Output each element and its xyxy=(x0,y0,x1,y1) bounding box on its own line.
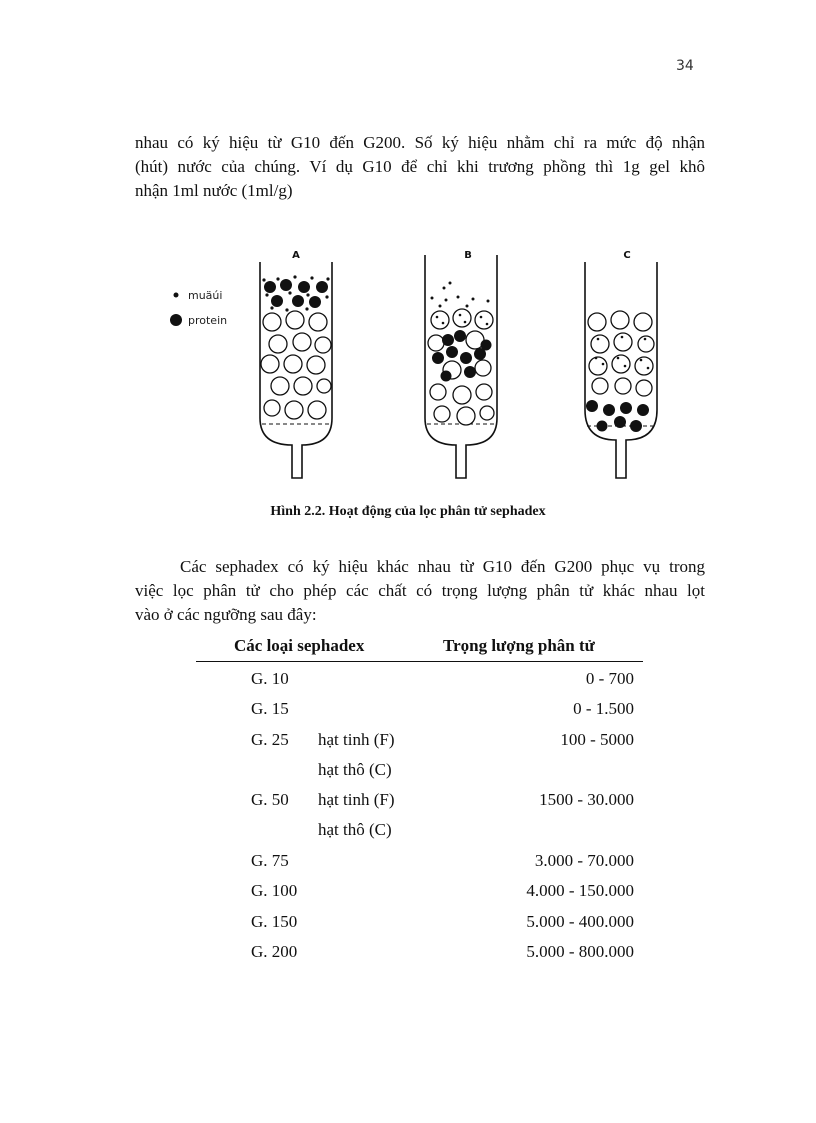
text-line: (hút) nước của chúng. Ví dụ G10 để chỉ khi trương phồng thì 1g gel khô xyxy=(135,157,705,176)
page-number: 34 xyxy=(676,58,694,74)
grade-cell: G. 150 xyxy=(251,912,298,931)
panel-label-b: B xyxy=(464,250,472,261)
range-cell: 3.000 - 70.000 xyxy=(534,851,634,870)
range-cell: 4.000 - 150.000 xyxy=(526,881,634,900)
grade-cell: G. 50 xyxy=(251,790,289,809)
grade-cell: G. 15 xyxy=(251,699,289,718)
variant-cell: hạt thô (C) xyxy=(318,760,392,779)
sephadex-figure xyxy=(160,240,680,490)
text-line: Các sephadex có ký hiệu khác nhau từ G10 đến G200 phục vụ trong xyxy=(180,557,705,576)
table-header-rule xyxy=(196,661,643,662)
column-c-protein xyxy=(586,400,649,432)
column-c-gel-beads xyxy=(588,311,654,396)
range-cell: 100 - 5000 xyxy=(560,730,634,749)
figure-caption: Hình 2.2. Hoạt động của lọc phân tử sephadex xyxy=(270,504,546,519)
column-b-gel-beads xyxy=(428,309,494,425)
range-cell: 0 - 1.500 xyxy=(573,699,634,718)
text-line: nhận 1ml nước (1ml/g) xyxy=(135,181,293,200)
table-row xyxy=(0,669,816,699)
text-line: việc lọc phân tử cho phép các chất có trọng lượng phân tử khác nhau lọt xyxy=(135,581,705,600)
column-a-protein xyxy=(264,279,328,308)
range-cell: 5.000 - 800.000 xyxy=(526,942,634,961)
body-paragraph xyxy=(135,555,705,627)
text-line: nhau có ký hiệu từ G10 đến G200. Số ký hiệu nhằm chỉ ra mức độ nhận xyxy=(135,133,705,152)
table-row xyxy=(0,699,816,729)
grade-cell: G. 200 xyxy=(251,942,298,961)
panel-label-a: A xyxy=(292,250,300,261)
legend-salt-label: muäúi xyxy=(188,289,223,302)
table-row xyxy=(0,912,816,942)
table-row xyxy=(0,790,816,820)
grade-cell: G. 100 xyxy=(251,881,298,900)
table-header-type: Các loại sephadex xyxy=(234,636,365,655)
table-row xyxy=(0,730,816,760)
variant-cell: hạt thô (C) xyxy=(318,820,392,839)
table-row xyxy=(0,820,816,850)
panel-label-c: C xyxy=(623,250,631,261)
text-line: vào ở các ngưỡng sau đây: xyxy=(135,605,317,624)
table-row xyxy=(0,851,816,881)
variant-cell: hạt tinh (F) xyxy=(318,730,395,749)
range-cell: 0 - 700 xyxy=(585,669,634,688)
column-a-gel-beads xyxy=(261,311,331,419)
grade-cell: G. 25 xyxy=(251,730,289,749)
range-cell: 5.000 - 400.000 xyxy=(526,912,634,931)
salt-legend-dot xyxy=(174,293,179,298)
grade-cell: G. 10 xyxy=(251,669,289,688)
table-row xyxy=(0,881,816,911)
table-row xyxy=(0,942,816,972)
table-row xyxy=(0,760,816,790)
protein-legend-dot xyxy=(170,314,182,326)
range-cell: 1500 - 30.000 xyxy=(539,790,634,809)
column-b-salt xyxy=(431,282,490,308)
legend-protein-label: protein xyxy=(188,314,228,327)
table-header-molecular-weight: Trọng lượng phân tử xyxy=(443,636,595,655)
figure-legend xyxy=(170,293,182,327)
intro-paragraph xyxy=(135,131,705,203)
grade-cell: G. 75 xyxy=(251,851,289,870)
variant-cell: hạt tinh (F) xyxy=(318,790,395,809)
